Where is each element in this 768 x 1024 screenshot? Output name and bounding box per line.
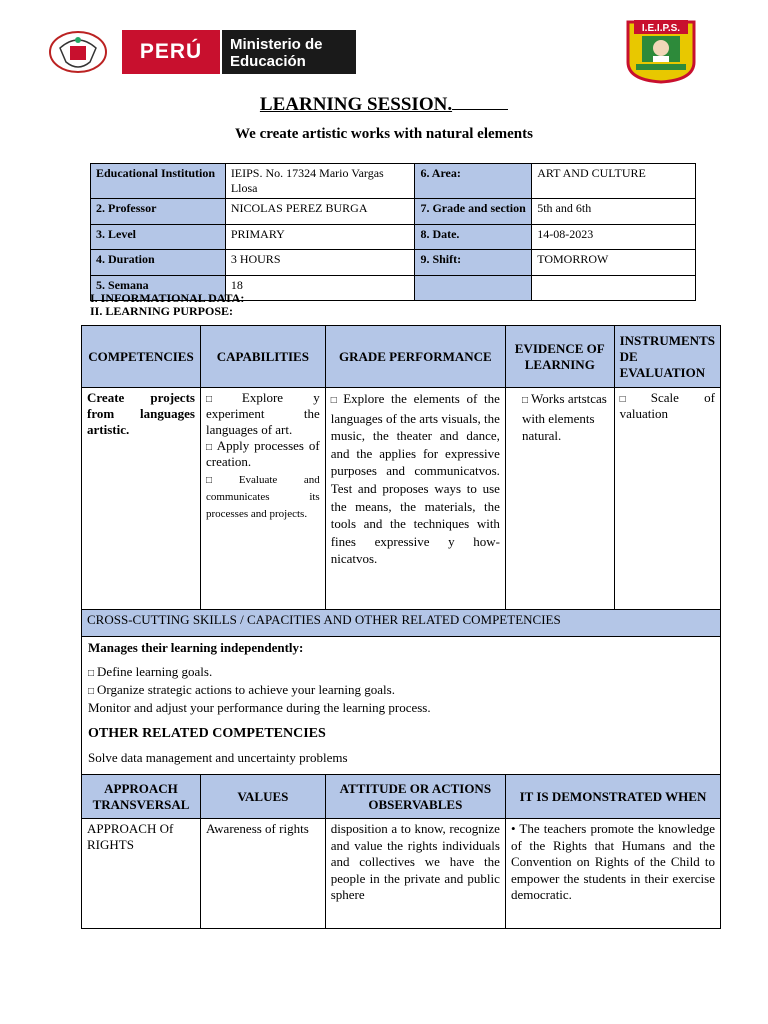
info-row xyxy=(91,164,696,199)
header-instruments: INSTRUMENTS DE EVALUATION xyxy=(614,326,720,388)
cross-item: Monitor and adjust your performance during the learning process. xyxy=(88,700,431,715)
section-learning-purpose: II. LEARNING PURPOSE: xyxy=(90,304,234,318)
section-informational-data: I. INFORMATIONAL DATA: xyxy=(90,291,245,305)
cross-header-row xyxy=(82,610,721,637)
cross-body-row xyxy=(82,637,721,775)
approach-attitude: disposition a to know, recognize and value the rights individuals and collectives we have the people in the private and public sphere xyxy=(325,819,505,929)
learning-purpose-table xyxy=(81,325,721,929)
manage-title: Manages their learning independently: xyxy=(88,640,304,655)
competency-cell: Create projects from languages artistic. xyxy=(82,388,201,610)
performance-cell: □ Explore the elements of the languages of the arts visuals, the music, the theater and dance, and the applies for expressive purposes and communicatvos. Test and proposes ways to use the means, the materials, the tools and the techniques with fines expressive y how-nicatvos. xyxy=(325,388,505,610)
info-table xyxy=(90,163,696,301)
info-value xyxy=(532,275,696,301)
page-title: LEARNING SESSION. xyxy=(0,94,768,116)
school-logo xyxy=(626,18,696,84)
header-values: VALUES xyxy=(200,775,325,819)
info-value: 5th and 6th xyxy=(532,199,696,225)
header-evidence: EVIDENCE OF LEARNING xyxy=(505,326,614,388)
peru-coat-of-arms-logo xyxy=(46,28,110,76)
purpose-header-row xyxy=(82,326,721,388)
info-label: Educational Institution xyxy=(91,164,226,199)
info-value: TOMORROW xyxy=(532,250,696,276)
purpose-row xyxy=(82,388,721,610)
info-label: 5. Semana xyxy=(91,275,226,301)
header-approach: APPROACH TRANSVERSAL xyxy=(82,775,201,819)
other-title: OTHER RELATED COMPETENCIES xyxy=(88,726,326,741)
approach-header-row xyxy=(82,775,721,819)
peru-logo: PERÚ xyxy=(122,30,220,74)
header-competencies: COMPETENCIES xyxy=(82,326,201,388)
capability-item: □ Apply processes of creation. xyxy=(206,438,320,470)
header-capabilities: CAPABILITIES xyxy=(200,326,325,388)
info-row xyxy=(91,224,696,250)
ministry-line1: Ministerio de xyxy=(230,36,323,53)
info-row xyxy=(91,199,696,225)
cross-header: CROSS-CUTTING SKILLS / CAPACITIES AND OTHER RELATED COMPETENCIES xyxy=(82,610,721,637)
header-demonstrated: IT IS DEMONSTRATED WHEN xyxy=(505,775,720,819)
info-label: 7. Grade and section xyxy=(415,199,532,225)
evidence-cell: □ Works artstcas with elements natural. xyxy=(505,388,614,610)
info-value: 18 xyxy=(225,275,415,301)
approach-row xyxy=(82,819,721,929)
cross-item: □ Organize strategic actions to achieve your learning goals. xyxy=(88,682,714,700)
header-grade-performance: GRADE PERFORMANCE xyxy=(325,326,505,388)
info-label: 6. Area: xyxy=(415,164,532,199)
info-label: 4. Duration xyxy=(91,250,226,276)
header-attitude: ATTITUDE OR ACTIONS OBSERVABLES xyxy=(325,775,505,819)
capability-item: □ Explore y experiment the languages of art. xyxy=(206,390,320,438)
cross-item: □ Define learning goals. xyxy=(88,664,714,682)
instrument-cell: □ Scale of valuation xyxy=(614,388,720,610)
approach-demonstrated: • The teachers promote the knowledge of the Rights that Humans and the Convention on Rights of the Child to empower the students in their exercise democratic. xyxy=(505,819,720,929)
capability-item: □ Evaluate and communicates its processes and projects. xyxy=(206,472,320,523)
page-subtitle: We create artistic works with natural elements xyxy=(235,126,533,142)
info-label: 3. Level xyxy=(91,224,226,250)
approach-name: APPROACH Of RIGHTS xyxy=(82,819,201,929)
info-value: ART AND CULTURE xyxy=(532,164,696,199)
info-row xyxy=(91,250,696,276)
other-item: Solve data management and uncertainty problems xyxy=(88,750,348,765)
info-label xyxy=(415,275,532,301)
approach-value: Awareness of rights xyxy=(200,819,325,929)
info-label: 9. Shift: xyxy=(415,250,532,276)
info-value: 14-08-2023 xyxy=(532,224,696,250)
info-label: 2. Professor xyxy=(91,199,226,225)
info-label: 8. Date. xyxy=(415,224,532,250)
cross-body xyxy=(82,637,721,775)
capabilities-cell xyxy=(200,388,325,610)
ministry-line2: Educación xyxy=(230,53,306,70)
info-value: NICOLAS PEREZ BURGA xyxy=(225,199,415,225)
info-value: PRIMARY xyxy=(225,224,415,250)
svg-text:I.E.I.P.S.: I.E.I.P.S. xyxy=(641,23,681,34)
ministry-logo xyxy=(222,30,356,74)
info-value: IEIPS. No. 17324 Mario Vargas Llosa xyxy=(225,164,415,199)
info-value: 3 HOURS xyxy=(225,250,415,276)
